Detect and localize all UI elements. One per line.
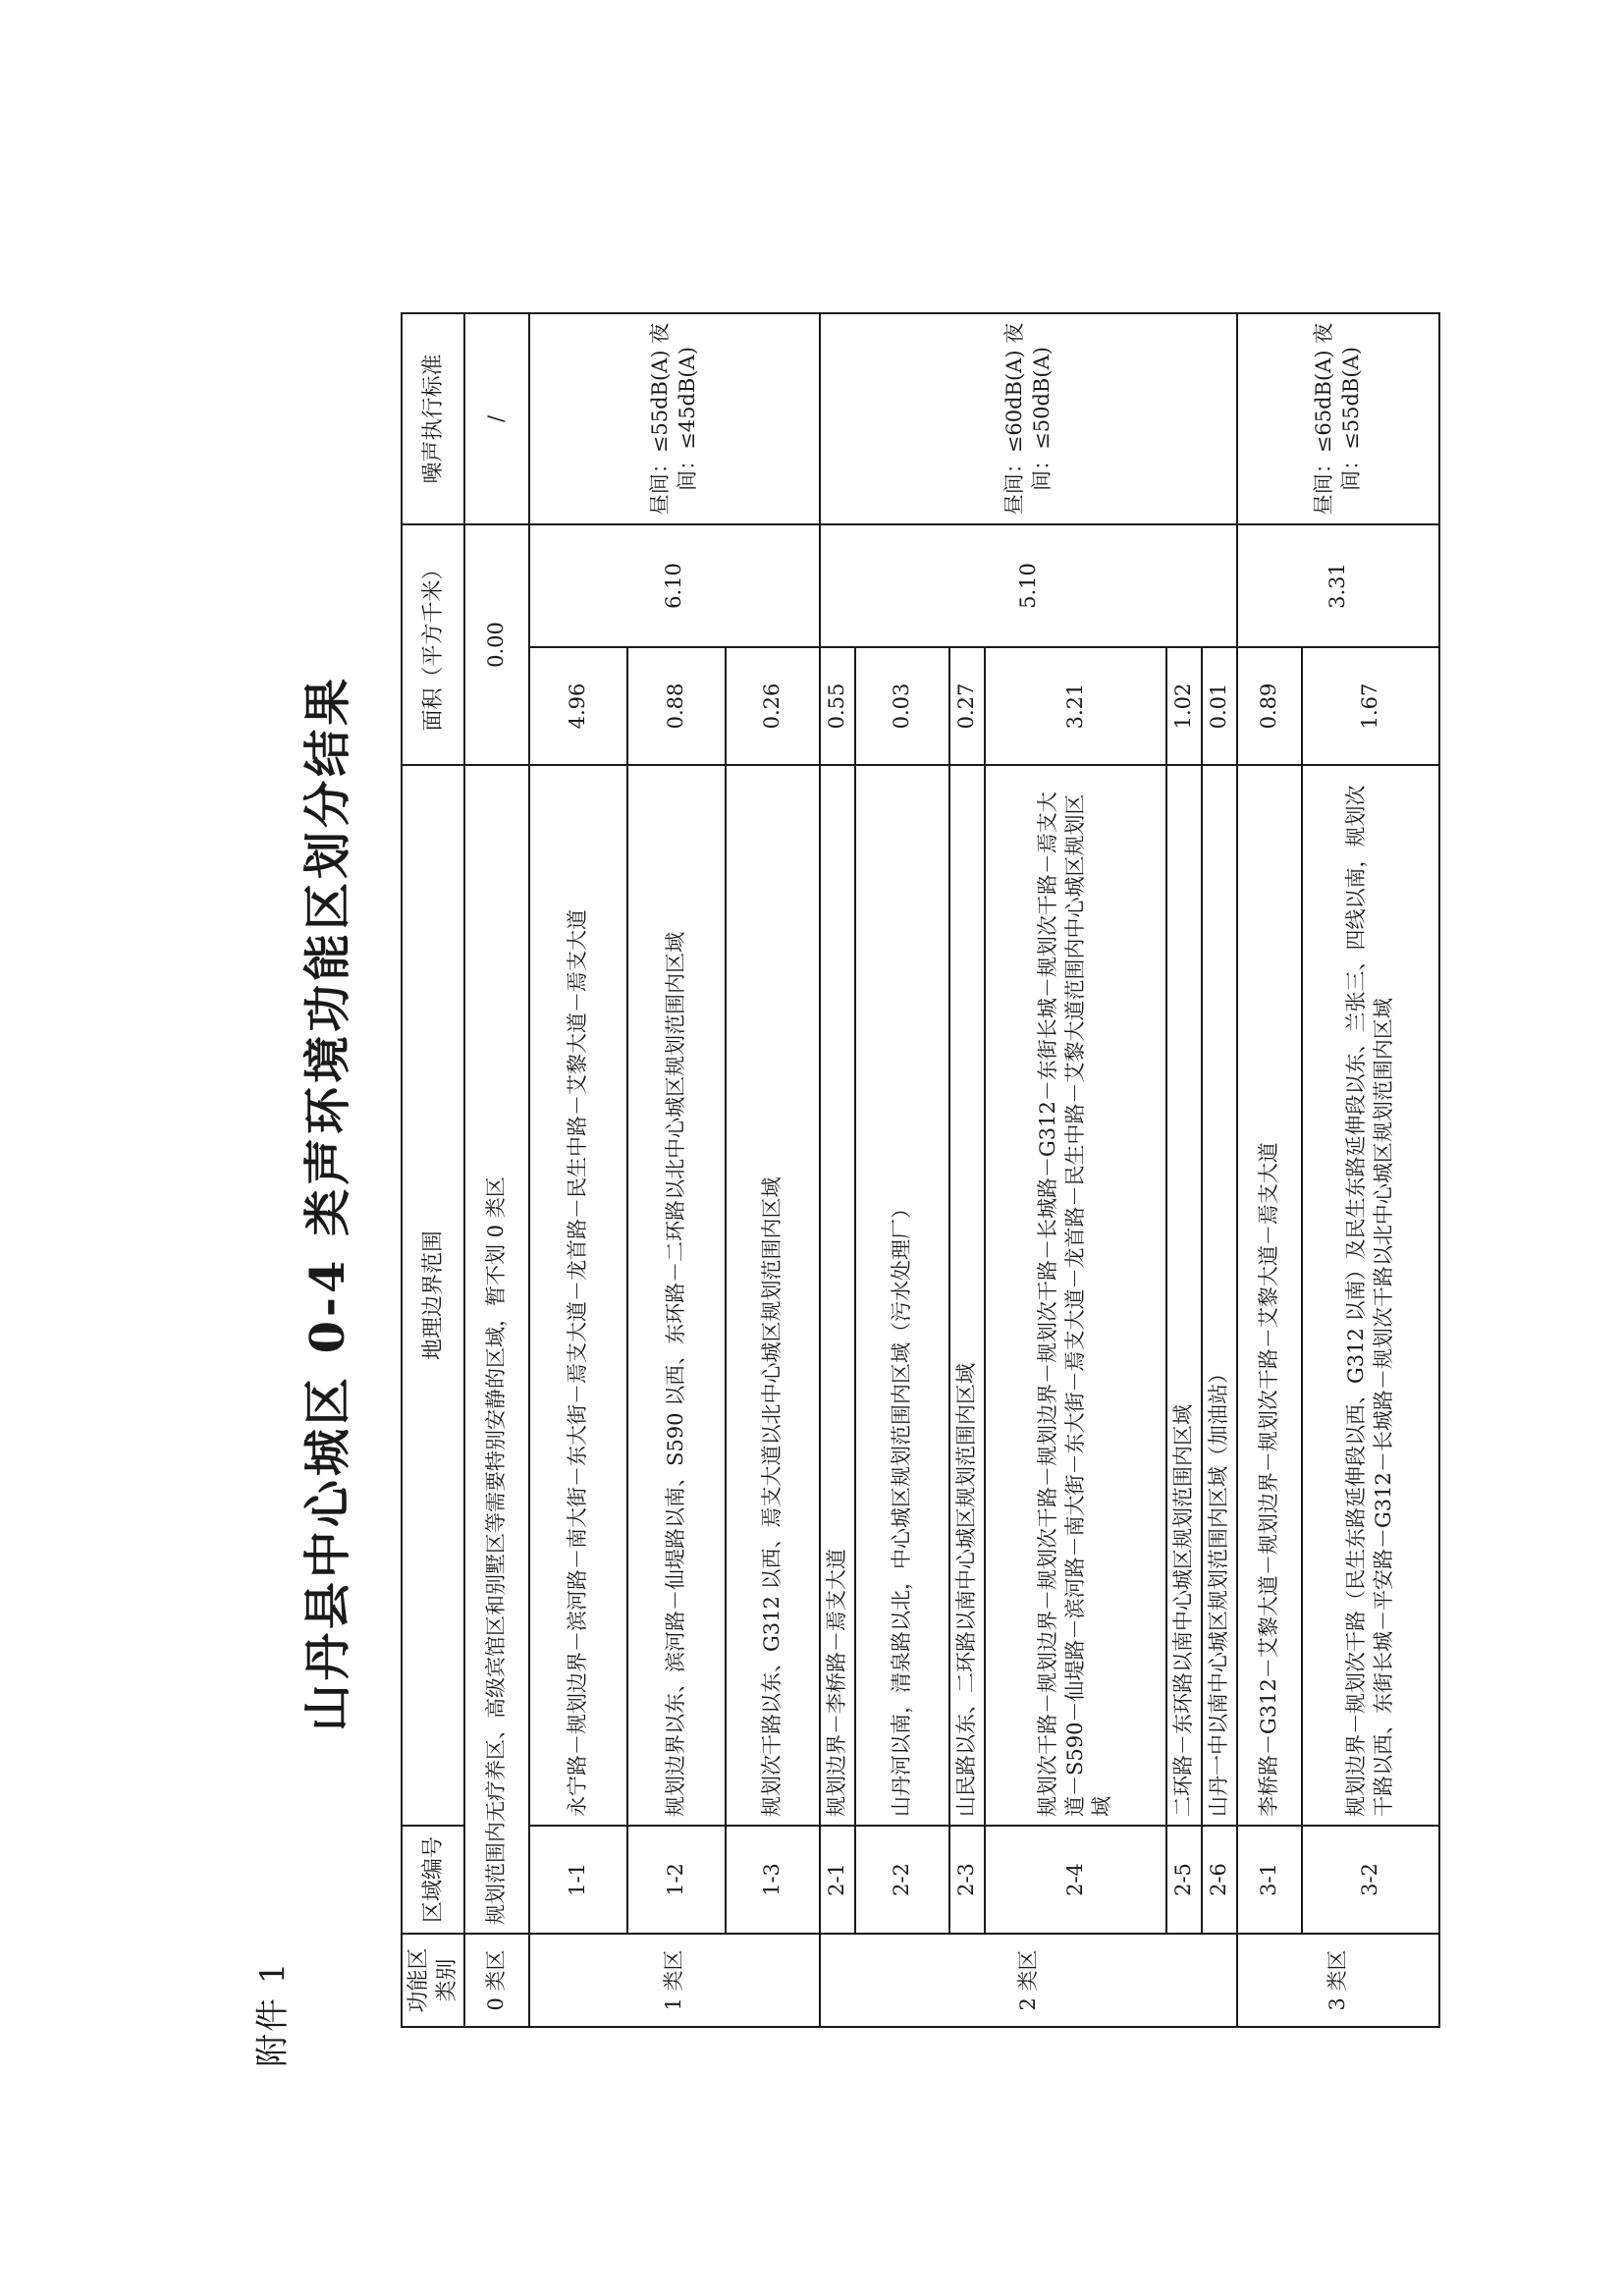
total-area-class3: 3.31 [1237, 524, 1439, 647]
header-area: 面积（平方千米） [402, 524, 464, 765]
zone-id: 1-2 [627, 1826, 726, 1934]
boundary-description: 规划边界－规划次干路（民生东路延伸段以西、G312 以南）及民生东路延伸段以东、兰张三、四线以南，规划次干路以西、东街长城－平安路－G312－长城路－规划次干路以北中心城区规划范围内区域 [1302, 765, 1439, 1826]
zone-area: 3.21 [985, 647, 1166, 765]
zone-area: 0.01 [1202, 647, 1237, 765]
header-noise-standard: 噪声执行标准 [402, 313, 464, 524]
total-area-class2: 5.10 [820, 524, 1237, 647]
table-row [464, 313, 529, 2027]
category-class2: 2 类区 [820, 1934, 1237, 2027]
zone-area: 1.02 [1166, 647, 1202, 765]
zone-area: 0.88 [627, 647, 726, 765]
attachment-label: 附件 1 [253, 1960, 293, 2067]
zone-id: 2-6 [1202, 1826, 1237, 1934]
category-class1: 1 类区 [529, 1934, 820, 2027]
boundary-description: 李桥路－G312－艾黎大道－规划边界－规划次干路－艾黎大道－焉支大道 [1237, 765, 1302, 1826]
boundary-description: 二环路－东环路以南中心城区规划范围内区域 [1166, 765, 1202, 1826]
zone-area: 0.89 [1237, 647, 1302, 765]
category-class0: 0 类区 [464, 1934, 529, 2027]
table-header-row [402, 313, 464, 2027]
boundary-description: 规划边界以东、滨河路－仙堤路以南、S590 以西、东环路－二环路以北中心城区规划范围内区域 [627, 765, 726, 1826]
zone-area: 0.26 [726, 647, 820, 765]
total-area-class1: 6.10 [529, 524, 820, 647]
boundary-description: 山丹一中以南中心城区规划范围内区域（加油站） [1202, 765, 1237, 1826]
noise-class0: / [464, 313, 529, 524]
zone-area: 0.27 [949, 647, 985, 765]
table-row [1237, 313, 1302, 2027]
zone-area: 0.03 [855, 647, 949, 765]
boundary-class0: 规划范围内无疗养区、高级宾馆区和别墅区等需要特别安静的区域，暂不划 0 类区 [464, 765, 529, 1934]
noise-class1: 昼间：≤55dB(A) 夜间：≤45dB(A) [529, 313, 820, 524]
header-zone-id: 区域编号 [402, 1826, 464, 1934]
zone-area: 4.96 [529, 647, 627, 765]
zone-id: 1-1 [529, 1826, 627, 1934]
category-class3: 3 类区 [1237, 1934, 1439, 2027]
boundary-description: 规划次干路以东、G312 以西、焉支大道以北中心城区规划范围内区域 [726, 765, 820, 1826]
area-class0: 0.00 [464, 524, 529, 765]
document-title: 山丹县中心城区 0-4 类声环境功能区划分结果 [300, 674, 355, 1732]
zone-id: 3-1 [1237, 1826, 1302, 1934]
boundary-description: 山民路以东、二环路以南中心城区规划范围内区域 [949, 765, 985, 1826]
zone-id: 1-3 [726, 1826, 820, 1934]
boundary-description: 永宁路－规划边界－滨河路－南大街－东大街－焉支大道－龙首路－民生中路－艾黎大道－焉支大道 [529, 765, 627, 1826]
zone-id: 2-3 [949, 1826, 985, 1934]
zone-id: 3-2 [1302, 1826, 1439, 1934]
zone-area: 0.55 [820, 647, 855, 765]
zone-id: 2-5 [1166, 1826, 1202, 1934]
zone-id: 2-4 [985, 1826, 1166, 1934]
boundary-description: 山丹河以南，清泉路以北，中心城区规划范围内区域（污水处理厂） [855, 765, 949, 1826]
zone-id: 2-2 [855, 1826, 949, 1934]
rotated-document-page [236, 241, 1396, 2087]
zone-area: 1.67 [1302, 647, 1439, 765]
boundary-description: 规划次干路－规划边界－规划次干路－规划边界－规划次干路－长城路－G312－东街长城－规划次干路－焉支大道－S590－仙堤路－滨河路－南大街－东大街－焉支大道－龙首路－民生中路－艾黎大道范围内中心城区规划区域 [985, 765, 1166, 1826]
noise-class2: 昼间：≤60dB(A) 夜间：≤50dB(A) [820, 313, 1237, 524]
table-row [820, 313, 855, 2027]
header-boundary: 地理边界范围 [402, 765, 464, 1826]
table-row [529, 313, 627, 2027]
noise-class3: 昼间：≤65dB(A) 夜间：≤55dB(A) [1237, 313, 1439, 524]
zoning-table [401, 312, 1440, 2028]
boundary-description: 规划边界－李桥路－焉支大道 [820, 765, 855, 1826]
header-category: 功能区类别 [402, 1934, 464, 2027]
zone-id: 2-1 [820, 1826, 855, 1934]
